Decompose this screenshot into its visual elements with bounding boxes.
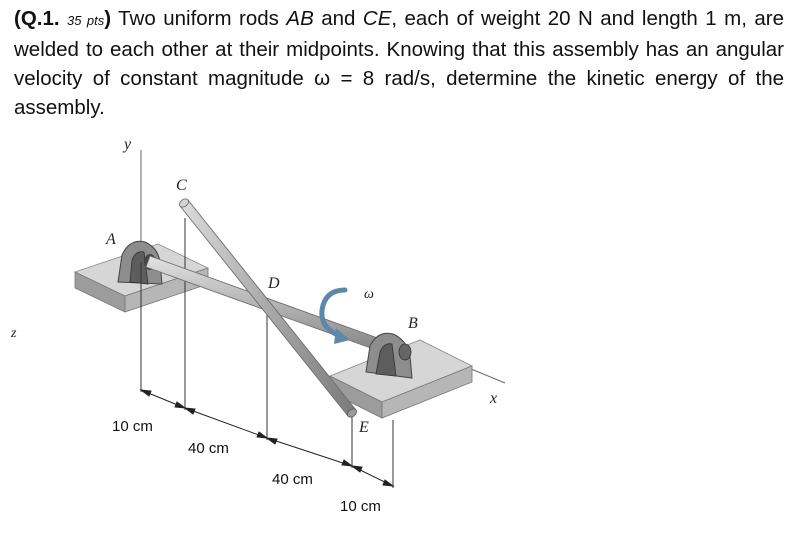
z-axis-label: z [11,326,17,341]
rod-ce [178,197,358,419]
x-axis-label: x [490,390,498,407]
y-axis-label: y [124,136,132,153]
question-and: and [313,7,363,30]
point-d-label: D [268,275,280,292]
rod-ab-name: AB [286,7,314,30]
dim-label-2: 40 cm [188,440,229,457]
point-b-label: B [408,315,418,332]
omega-label: ω [364,287,374,302]
dim-label-3: 40 cm [272,471,313,488]
question-rest: , each of weight 20 N and length 1 m, are welded to each other at their midpoints. Knowing that this assembly has an angular velocity of constant magnitude ω = 8 rad/s, determine the kinetic energy of the assembly. [14,7,784,119]
point-c-label: C [176,177,187,194]
point-a-label: A [106,231,116,248]
question-number: (Q.1. [14,7,60,30]
question-points: 35 pts [67,13,105,28]
dim-label-1: 10 cm [112,418,153,435]
point-e-label: E [359,419,369,436]
dim-label-4: 10 cm [340,498,381,515]
question-line1: Two uniform rods [118,7,287,30]
question-close: ) [104,7,112,30]
rod-ce-name: CE [362,7,392,30]
